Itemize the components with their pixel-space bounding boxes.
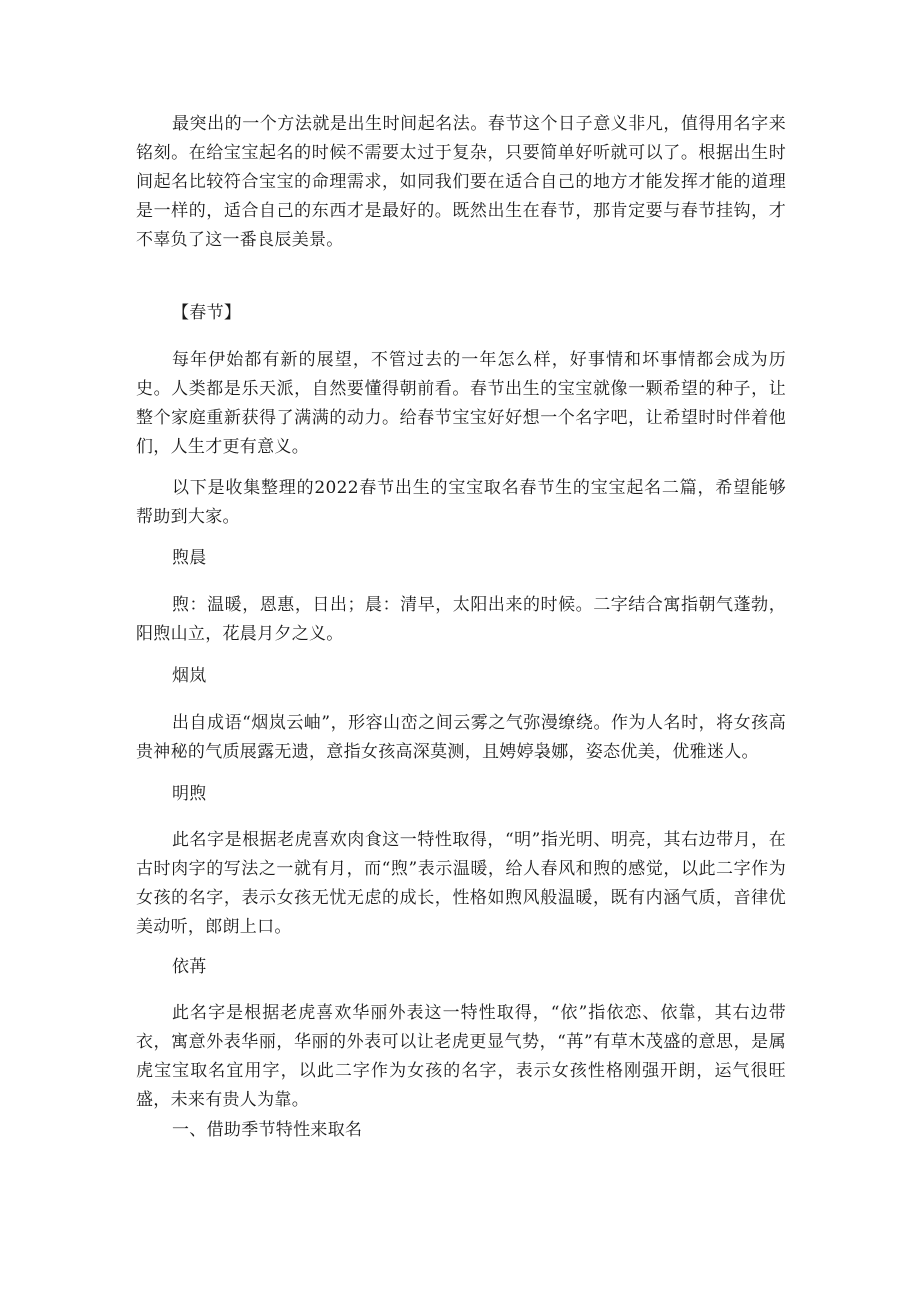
name-title-yiran: 依苒 [172, 957, 207, 977]
collection-note-paragraph: 以下是收集整理的2022春节出生的宝宝取名春节生的宝宝起名二篇，希望能够帮助到大家。 [136, 478, 786, 527]
name-description-xuchen: 煦：温暖，恩惠，日出；晨：清早，太阳出来的时候。二字结合寓指朝气蓬勃，阳煦山立，花晨月夕之义。 [136, 595, 786, 644]
name-description-mingxu: 此名字是根据老虎喜欢肉食这一特性取得，“明”指光明、明亮，其右边带月，在古时肉字的写法之一就有月，而“煦”表示温暖，给人春风和煦的感觉，以此二字作为女孩的名字，表示女孩无忧无虑的成长，性格如煦风般温暖，既有内涵气质，音律优美动听，郎朗上口。 [136, 830, 786, 937]
name-description-yanlan: 出自成语“烟岚云岫”，形容山峦之间云雾之气弥漫缭绕。作为人名时，将女孩高贵神秘的气质展露无遗，意指女孩高深莫测，且娉婷袅娜，姿态优美，优雅迷人。 [136, 713, 786, 762]
subsection-title: 一、借助季节特性来取名 [172, 1120, 363, 1140]
name-title-xuchen: 煦晨 [172, 548, 207, 568]
name-title-yanlan: 烟岚 [172, 666, 207, 686]
name-description-yiran: 此名字是根据老虎喜欢华丽外表这一特性取得，“依”指依恋、依靠，其右边带衣，寓意外表华丽，华丽的外表可以让老虎更显气势，“苒”有草木茂盛的意思，是属虎宝宝取名宜用字，以此二字作为女孩的名字，表示女孩性格刚强开朗，运气很旺盛，未来有贵人为靠。 [136, 1003, 786, 1110]
intro-paragraph: 最突出的一个方法就是出生时间起名法。春节这个日子意义非凡，值得用名字来铭刻。在给宝宝起名的时候不需要太过于复杂，只要简单好听就可以了。根据出生时间起名比较符合宝宝的命理需求，如同我们要在适合自己的地方才能发挥才能的道理是一样的，适合自己的东西才是最好的。既然出生在春节，那肯定要与春节挂钩，才不辜负了这一番良辰美景。 [136, 114, 786, 250]
spring-description-paragraph: 每年伊始都有新的展望，不管过去的一年怎么样，好事情和坏事情都会成为历史。人类都是乐天派，自然要懂得朝前看。春节出生的宝宝就像一颗希望的种子，让整个家庭重新获得了满满的动力。给春节宝宝好好想一个名字吧，让希望时时伴着他们，人生才更有意义。 [136, 350, 786, 457]
section-title: 【春节】 [172, 303, 242, 323]
name-title-mingxu: 明煦 [172, 784, 207, 804]
